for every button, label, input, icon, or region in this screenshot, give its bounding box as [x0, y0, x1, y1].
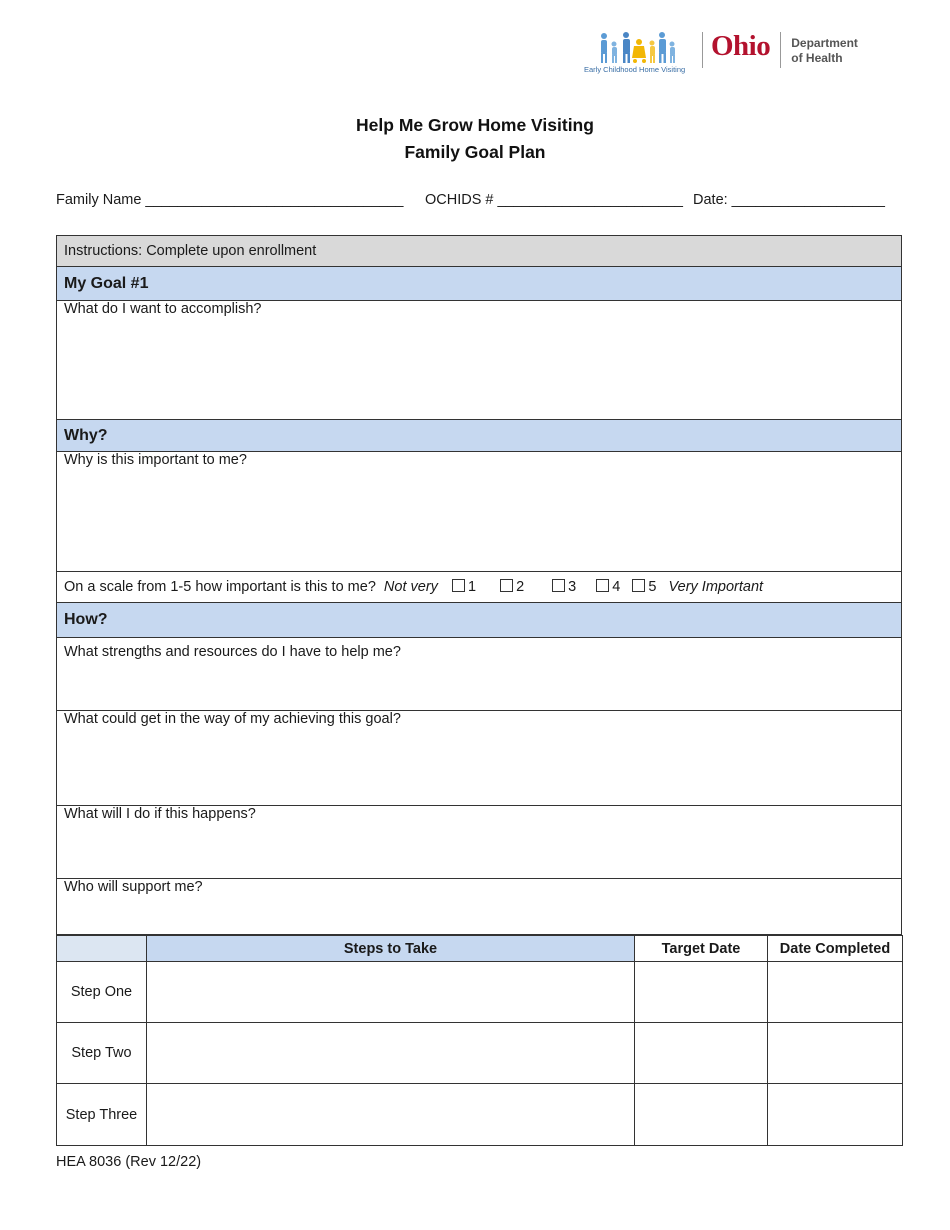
strengths-field[interactable]	[57, 638, 902, 711]
step-description-cell[interactable]	[147, 1023, 635, 1084]
step-target-date-cell[interactable]	[635, 1023, 768, 1084]
step-date-completed-cell[interactable]	[768, 1084, 903, 1146]
importance-question: Why is this important to me?	[64, 452, 247, 468]
department-of-health-text	[791, 36, 858, 66]
obstacles-field[interactable]	[57, 711, 902, 806]
importance-scale-row	[57, 572, 902, 603]
steps-header-steps: Steps to Take	[147, 936, 635, 962]
step-target-date-cell[interactable]	[635, 962, 768, 1023]
goal-heading: My Goal #1	[57, 267, 902, 301]
importance-field[interactable]	[57, 452, 902, 572]
scale-checkbox-1[interactable]	[452, 579, 465, 592]
accomplish-question: What do I want to accomplish?	[64, 301, 262, 317]
why-heading: Why?	[57, 420, 902, 452]
steps-header-blank	[57, 936, 147, 962]
department-line-1: Department	[791, 36, 858, 50]
scale-checkbox-4[interactable]	[596, 579, 609, 592]
step-date-completed-cell[interactable]	[768, 962, 903, 1023]
plan-field[interactable]	[57, 806, 902, 879]
how-heading: How?	[57, 603, 902, 638]
strengths-question: What strengths and resources do I have to help me?	[64, 644, 401, 660]
instructions-row: Instructions: Complete upon enrollment	[57, 236, 902, 267]
step-description-cell[interactable]	[147, 962, 635, 1023]
family-figures-icon	[598, 32, 678, 64]
program-tagline: Early Childhood Home Visiting	[584, 65, 686, 74]
support-field[interactable]	[57, 879, 902, 935]
logo-divider	[780, 32, 781, 68]
logo-divider	[702, 32, 703, 68]
scale-option-3: 3	[568, 579, 577, 595]
scale-checkbox-2[interactable]	[500, 579, 513, 592]
form-number: HEA 8036 (Rev 12/22)	[56, 1154, 202, 1170]
steps-header-target-date: Target Date	[635, 936, 768, 962]
ohio-wordmark: Ohio	[711, 30, 771, 62]
scale-checkbox-3[interactable]	[552, 579, 565, 592]
scale-option-2: 2	[516, 579, 525, 595]
date-field[interactable]: Date: ___________________	[693, 192, 885, 208]
steps-header-date-completed: Date Completed	[768, 936, 903, 962]
step-row-label: Step Three	[57, 1084, 147, 1146]
scale-option-1: 1	[467, 579, 477, 595]
header-logos	[578, 28, 888, 78]
obstacles-question: What could get in the way of my achieving this goal?	[64, 711, 401, 727]
step-row-label: Step One	[57, 962, 147, 1023]
scale-option-4: 4	[612, 579, 621, 595]
scale-high-label: Very Important	[668, 579, 764, 595]
scale-checkbox-5[interactable]	[632, 579, 645, 592]
form-subtitle: Family Goal Plan	[404, 142, 546, 162]
steps-table	[56, 935, 903, 1146]
form-title: Help Me Grow Home Visiting	[356, 115, 594, 135]
early-childhood-home-visiting-logo	[578, 28, 696, 78]
step-date-completed-cell[interactable]	[768, 1023, 903, 1084]
step-target-date-cell[interactable]	[635, 1084, 768, 1146]
scale-question: On a scale from 1-5 how important is this to me?	[64, 579, 376, 595]
step-description-cell[interactable]	[147, 1084, 635, 1146]
plan-question: What will I do if this happens?	[64, 806, 256, 822]
family-name-field[interactable]: Family Name ________________________________	[56, 192, 404, 208]
scale-low-label: Not very	[383, 579, 438, 595]
department-line-2: of Health	[791, 51, 843, 65]
support-question: Who will support me?	[64, 879, 203, 895]
scale-option-5: 5	[648, 579, 657, 595]
ochids-field[interactable]: OCHIDS # _______________________	[425, 192, 683, 208]
goal-form-table	[56, 235, 902, 935]
accomplish-field[interactable]	[57, 301, 902, 420]
step-row-label: Step Two	[57, 1023, 147, 1084]
